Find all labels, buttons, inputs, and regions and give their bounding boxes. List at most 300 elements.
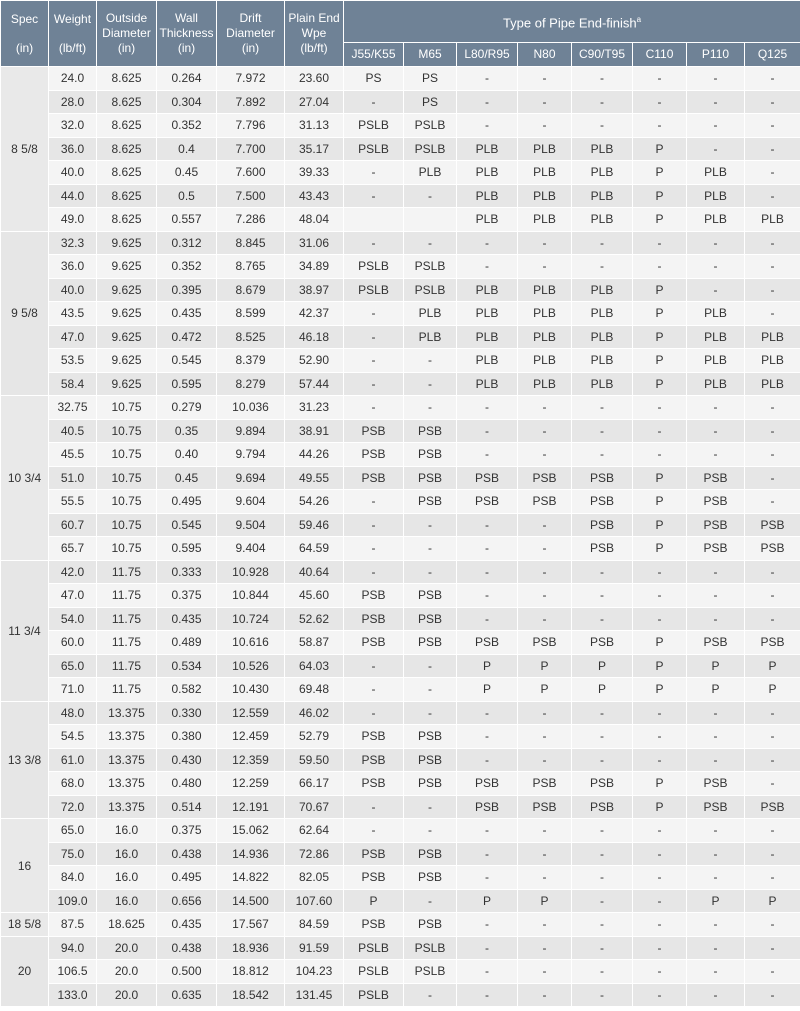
weight-cell: 68.0 bbox=[49, 772, 97, 796]
end-finish-cell: PSB bbox=[404, 842, 457, 866]
od-cell: 9.625 bbox=[97, 372, 157, 396]
end-finish-cell: PSLB bbox=[344, 255, 404, 279]
table-row bbox=[1, 137, 800, 161]
grade-header: Q125 bbox=[745, 43, 800, 67]
end-finish-cell: PSB bbox=[745, 537, 800, 561]
end-finish-cell: PSB bbox=[344, 631, 404, 655]
end-finish-cell: - bbox=[633, 936, 687, 960]
end-finish-cell: PLB bbox=[518, 372, 572, 396]
wpe-cell: 44.26 bbox=[285, 443, 344, 467]
end-finish-cell: PSB bbox=[344, 913, 404, 937]
wall-cell: 0.495 bbox=[157, 866, 217, 890]
weight-cell: 71.0 bbox=[49, 678, 97, 702]
wall-cell: 0.534 bbox=[157, 654, 217, 678]
end-finish-cell: - bbox=[404, 396, 457, 420]
end-finish-cell: PLB bbox=[687, 349, 745, 373]
od-cell: 16.0 bbox=[97, 842, 157, 866]
end-finish-cell: PSB bbox=[457, 466, 518, 490]
wpe-cell: 57.44 bbox=[285, 372, 344, 396]
weight-header bbox=[49, 1, 97, 67]
drift-cell: 17.567 bbox=[217, 913, 285, 937]
od-cell: 16.0 bbox=[97, 866, 157, 890]
end-finish-cell: - bbox=[518, 396, 572, 420]
end-finish-cell: - bbox=[344, 654, 404, 678]
end-finish-cell: - bbox=[687, 701, 745, 725]
wall-cell: 0.279 bbox=[157, 396, 217, 420]
end-finish-cell: PSB bbox=[572, 490, 633, 514]
drift-cell: 18.542 bbox=[217, 983, 285, 1007]
end-finish-cell: PLB bbox=[518, 208, 572, 232]
end-finish-cell: - bbox=[633, 725, 687, 749]
wall-cell: 0.380 bbox=[157, 725, 217, 749]
end-finish-cell: - bbox=[572, 443, 633, 467]
end-finish-cell: - bbox=[518, 607, 572, 631]
end-finish-cell: PSB bbox=[344, 772, 404, 796]
wall-cell: 0.595 bbox=[157, 372, 217, 396]
table-row bbox=[1, 795, 800, 819]
end-finish-cell: - bbox=[633, 419, 687, 443]
end-finish-cell: - bbox=[687, 748, 745, 772]
end-finish-cell: P bbox=[633, 208, 687, 232]
wpe-cell: 52.79 bbox=[285, 725, 344, 749]
end-finish-cell: - bbox=[572, 560, 633, 584]
wall-cell: 0.264 bbox=[157, 67, 217, 91]
end-finish-cell: PLB bbox=[518, 184, 572, 208]
end-finish-cell: PLB bbox=[745, 325, 800, 349]
end-finish-cell: - bbox=[745, 913, 800, 937]
wpe-cell: 40.64 bbox=[285, 560, 344, 584]
end-finish-cell: - bbox=[518, 90, 572, 114]
end-finish-cell: - bbox=[687, 584, 745, 608]
end-finish-cell: - bbox=[404, 654, 457, 678]
end-finish-cell: PLB bbox=[572, 302, 633, 326]
end-finish-cell: - bbox=[687, 231, 745, 255]
wall-cell: 0.514 bbox=[157, 795, 217, 819]
end-finish-cell: - bbox=[572, 607, 633, 631]
end-finish-cell: - bbox=[745, 443, 800, 467]
end-finish-cell: - bbox=[572, 842, 633, 866]
table-row bbox=[1, 325, 800, 349]
od-cell: 8.625 bbox=[97, 114, 157, 138]
wpe-cell: 69.48 bbox=[285, 678, 344, 702]
end-finish-cell: - bbox=[745, 466, 800, 490]
od-cell: 13.375 bbox=[97, 725, 157, 749]
end-finish-cell: - bbox=[457, 960, 518, 984]
weight-cell: 60.0 bbox=[49, 631, 97, 655]
wall-header-line1: Wall bbox=[175, 11, 198, 25]
end-finish-cell: - bbox=[344, 701, 404, 725]
end-finish-cell: - bbox=[572, 701, 633, 725]
weight-cell: 28.0 bbox=[49, 90, 97, 114]
end-finish-cell: PSLB bbox=[404, 114, 457, 138]
end-finish-cell: PSB bbox=[344, 419, 404, 443]
end-finish-cell: PLB bbox=[457, 302, 518, 326]
wpe-cell: 91.59 bbox=[285, 936, 344, 960]
table-row bbox=[1, 701, 800, 725]
wpe-header-line2: Wpe bbox=[301, 26, 327, 40]
end-finish-cell: PSLB bbox=[344, 137, 404, 161]
weight-cell: 60.7 bbox=[49, 513, 97, 537]
drift-cell: 14.822 bbox=[217, 866, 285, 890]
end-finish-cell: - bbox=[404, 819, 457, 843]
wpe-cell: 43.43 bbox=[285, 184, 344, 208]
wpe-cell: 84.59 bbox=[285, 913, 344, 937]
end-finish-cell: PSB bbox=[518, 631, 572, 655]
wall-cell: 0.500 bbox=[157, 960, 217, 984]
end-finish-cell: - bbox=[572, 419, 633, 443]
end-finish-cell: - bbox=[687, 819, 745, 843]
table-row bbox=[1, 936, 800, 960]
table-row bbox=[1, 372, 800, 396]
end-finish-cell: PLB bbox=[687, 325, 745, 349]
table-row bbox=[1, 161, 800, 185]
end-finish-cell: PSB bbox=[344, 607, 404, 631]
end-finish-cell: - bbox=[457, 725, 518, 749]
drift-cell: 10.724 bbox=[217, 607, 285, 631]
end-finish-cell: PSB bbox=[572, 795, 633, 819]
od-cell: 10.75 bbox=[97, 537, 157, 561]
end-finish-cell: PSB bbox=[572, 772, 633, 796]
end-finish-cell: PSLB bbox=[404, 936, 457, 960]
spec-cell: 18 5/8 bbox=[1, 913, 49, 937]
table-row bbox=[1, 443, 800, 467]
drift-cell: 12.259 bbox=[217, 772, 285, 796]
end-finish-cell: - bbox=[745, 936, 800, 960]
weight-cell: 109.0 bbox=[49, 889, 97, 913]
end-finish-cell: - bbox=[687, 866, 745, 890]
end-finish-cell: PLB bbox=[745, 349, 800, 373]
end-finish-cell: P bbox=[572, 654, 633, 678]
end-finish-cell: P bbox=[633, 466, 687, 490]
end-finish-cell: - bbox=[344, 537, 404, 561]
wpe-cell: 39.33 bbox=[285, 161, 344, 185]
drift-header-line2: Diameter bbox=[226, 26, 275, 40]
drift-cell: 8.525 bbox=[217, 325, 285, 349]
end-finish-cell: - bbox=[687, 913, 745, 937]
drift-cell: 9.794 bbox=[217, 443, 285, 467]
spec-header-unit: (in) bbox=[15, 40, 34, 55]
end-finish-cell: - bbox=[572, 983, 633, 1007]
wall-cell: 0.352 bbox=[157, 255, 217, 279]
end-finish-cell: - bbox=[344, 795, 404, 819]
od-cell: 8.625 bbox=[97, 137, 157, 161]
table-row bbox=[1, 278, 800, 302]
drift-cell: 10.928 bbox=[217, 560, 285, 584]
table-row bbox=[1, 889, 800, 913]
wpe-cell: 46.18 bbox=[285, 325, 344, 349]
wall-cell: 0.5 bbox=[157, 184, 217, 208]
plain-end-weight-header bbox=[285, 1, 344, 67]
spec-cell: 16 bbox=[1, 819, 49, 913]
end-finish-cell: - bbox=[344, 90, 404, 114]
end-finish-cell: - bbox=[633, 560, 687, 584]
end-finish-cell: - bbox=[687, 255, 745, 279]
od-cell: 9.625 bbox=[97, 278, 157, 302]
end-finish-cell: - bbox=[404, 701, 457, 725]
end-finish-cell: - bbox=[344, 678, 404, 702]
end-finish-cell: - bbox=[572, 936, 633, 960]
od-cell: 10.75 bbox=[97, 419, 157, 443]
end-finish-cell: - bbox=[457, 748, 518, 772]
end-finish-cell: PSB bbox=[404, 607, 457, 631]
end-finish-cell: - bbox=[745, 560, 800, 584]
end-finish-cell: P bbox=[344, 889, 404, 913]
end-finish-cell: - bbox=[745, 137, 800, 161]
end-finish-footnote-mark: a bbox=[636, 15, 642, 25]
end-finish-cell: - bbox=[572, 231, 633, 255]
end-finish-cell: PSB bbox=[404, 748, 457, 772]
end-finish-cell: PSB bbox=[687, 466, 745, 490]
weight-cell: 65.7 bbox=[49, 537, 97, 561]
weight-cell: 40.0 bbox=[49, 161, 97, 185]
weight-cell: 40.0 bbox=[49, 278, 97, 302]
end-finish-cell: - bbox=[687, 983, 745, 1007]
end-finish-cell: - bbox=[572, 819, 633, 843]
drift-cell: 14.500 bbox=[217, 889, 285, 913]
end-finish-cell: PSB bbox=[404, 725, 457, 749]
end-finish-cell: PSB bbox=[344, 725, 404, 749]
end-finish-cell: - bbox=[457, 231, 518, 255]
wall-cell: 0.40 bbox=[157, 443, 217, 467]
drift-header-unit: (in) bbox=[241, 41, 260, 55]
od-header-line2: Diameter bbox=[102, 26, 151, 40]
od-cell: 10.75 bbox=[97, 490, 157, 514]
wpe-cell: 104.23 bbox=[285, 960, 344, 984]
table-body bbox=[1, 67, 800, 1007]
od-cell: 8.625 bbox=[97, 208, 157, 232]
table-row bbox=[1, 490, 800, 514]
wpe-cell: 52.62 bbox=[285, 607, 344, 631]
end-finish-cell: PLB bbox=[687, 161, 745, 185]
spec-cell: 10 3/4 bbox=[1, 396, 49, 561]
end-finish-cell: - bbox=[745, 490, 800, 514]
end-finish-cell: PSB bbox=[745, 513, 800, 537]
weight-cell: 36.0 bbox=[49, 137, 97, 161]
drift-cell: 7.700 bbox=[217, 137, 285, 161]
end-finish-cell: - bbox=[687, 443, 745, 467]
end-finish-cell: P bbox=[518, 678, 572, 702]
od-cell: 11.75 bbox=[97, 654, 157, 678]
end-finish-cell: - bbox=[572, 725, 633, 749]
end-finish-cell: PSLB bbox=[344, 114, 404, 138]
weight-cell: 58.4 bbox=[49, 372, 97, 396]
drift-cell: 8.379 bbox=[217, 349, 285, 373]
table-row bbox=[1, 725, 800, 749]
end-finish-cell: - bbox=[518, 819, 572, 843]
end-finish-cell: - bbox=[518, 255, 572, 279]
end-finish-cell: P bbox=[633, 137, 687, 161]
wpe-cell: 70.67 bbox=[285, 795, 344, 819]
wall-cell: 0.35 bbox=[157, 419, 217, 443]
end-finish-cell: - bbox=[457, 443, 518, 467]
end-finish-cell: - bbox=[457, 866, 518, 890]
end-finish-cell: PLB bbox=[687, 302, 745, 326]
end-finish-cell: - bbox=[518, 537, 572, 561]
end-finish-cell: - bbox=[518, 419, 572, 443]
end-finish-cell: - bbox=[687, 278, 745, 302]
end-finish-cell: P bbox=[687, 654, 745, 678]
end-finish-cell: - bbox=[745, 842, 800, 866]
drift-cell: 10.616 bbox=[217, 631, 285, 655]
end-finish-cell: P bbox=[633, 490, 687, 514]
od-cell: 13.375 bbox=[97, 795, 157, 819]
wall-cell: 0.333 bbox=[157, 560, 217, 584]
drift-cell: 14.936 bbox=[217, 842, 285, 866]
end-finish-cell: P bbox=[633, 795, 687, 819]
table-row bbox=[1, 90, 800, 114]
end-finish-cell: - bbox=[344, 161, 404, 185]
wpe-cell: 58.87 bbox=[285, 631, 344, 655]
end-finish-cell: PS bbox=[404, 67, 457, 91]
wall-cell: 0.435 bbox=[157, 913, 217, 937]
end-finish-cell: PSB bbox=[404, 584, 457, 608]
drift-cell: 8.845 bbox=[217, 231, 285, 255]
table-row bbox=[1, 184, 800, 208]
end-finish-cell: - bbox=[344, 396, 404, 420]
end-finish-cell: - bbox=[572, 889, 633, 913]
end-finish-cell: - bbox=[745, 725, 800, 749]
wpe-cell: 45.60 bbox=[285, 584, 344, 608]
end-finish-cell: - bbox=[344, 302, 404, 326]
wpe-cell: 38.97 bbox=[285, 278, 344, 302]
wpe-cell: 31.23 bbox=[285, 396, 344, 420]
drift-header-line1: Drift bbox=[239, 11, 262, 25]
end-finish-cell: PSB bbox=[344, 584, 404, 608]
drift-cell: 10.844 bbox=[217, 584, 285, 608]
grade-header: N80 bbox=[518, 43, 572, 67]
table-row bbox=[1, 913, 800, 937]
wall-thickness-header bbox=[157, 1, 217, 67]
table-row bbox=[1, 772, 800, 796]
od-cell: 11.75 bbox=[97, 607, 157, 631]
end-finish-cell: - bbox=[404, 795, 457, 819]
end-finish-cell: - bbox=[687, 67, 745, 91]
end-finish-cell: PSB bbox=[687, 490, 745, 514]
weight-cell: 42.0 bbox=[49, 560, 97, 584]
end-finish-cell: PSB bbox=[404, 419, 457, 443]
od-cell: 13.375 bbox=[97, 772, 157, 796]
end-finish-cell: - bbox=[633, 231, 687, 255]
end-finish-cell: PSB bbox=[687, 537, 745, 561]
weight-cell: 51.0 bbox=[49, 466, 97, 490]
end-finish-cell: - bbox=[687, 396, 745, 420]
end-finish-cell: PLB bbox=[404, 302, 457, 326]
od-cell: 10.75 bbox=[97, 513, 157, 537]
end-finish-cell: - bbox=[687, 419, 745, 443]
end-finish-cell: PSB bbox=[572, 466, 633, 490]
end-finish-cell: PLB bbox=[572, 208, 633, 232]
end-finish-cell: - bbox=[745, 701, 800, 725]
wpe-cell: 52.90 bbox=[285, 349, 344, 373]
end-finish-cell: PSB bbox=[344, 842, 404, 866]
wpe-cell: 49.55 bbox=[285, 466, 344, 490]
weight-cell: 133.0 bbox=[49, 983, 97, 1007]
wall-cell: 0.438 bbox=[157, 936, 217, 960]
drift-cell: 10.430 bbox=[217, 678, 285, 702]
end-finish-cell: P bbox=[633, 654, 687, 678]
wpe-cell: 35.17 bbox=[285, 137, 344, 161]
end-finish-cell: PLB bbox=[457, 325, 518, 349]
end-finish-cell: PLB bbox=[404, 161, 457, 185]
weight-cell: 54.0 bbox=[49, 607, 97, 631]
end-finish-cell: - bbox=[745, 278, 800, 302]
end-finish-cell: - bbox=[572, 748, 633, 772]
table-row bbox=[1, 349, 800, 373]
wpe-cell: 27.04 bbox=[285, 90, 344, 114]
od-cell: 16.0 bbox=[97, 889, 157, 913]
wall-cell: 0.438 bbox=[157, 842, 217, 866]
end-finish-cell: P bbox=[518, 654, 572, 678]
end-finish-cell: P bbox=[572, 678, 633, 702]
end-finish-cell: - bbox=[457, 584, 518, 608]
weight-cell: 36.0 bbox=[49, 255, 97, 279]
end-finish-cell: - bbox=[572, 396, 633, 420]
end-finish-cell: - bbox=[687, 90, 745, 114]
od-cell: 8.625 bbox=[97, 90, 157, 114]
end-finish-cell: - bbox=[457, 819, 518, 843]
end-finish-cell: PLB bbox=[457, 137, 518, 161]
end-finish-cell: - bbox=[745, 607, 800, 631]
end-finish-cell: - bbox=[633, 396, 687, 420]
end-finish-cell: - bbox=[518, 725, 572, 749]
spec-cell: 20 bbox=[1, 936, 49, 1007]
od-cell: 8.625 bbox=[97, 67, 157, 91]
end-finish-cell: PSB bbox=[457, 772, 518, 796]
end-finish-cell: PLB bbox=[518, 278, 572, 302]
drift-cell: 12.191 bbox=[217, 795, 285, 819]
wall-cell: 0.480 bbox=[157, 772, 217, 796]
table-row bbox=[1, 607, 800, 631]
end-finish-cell: P bbox=[745, 889, 800, 913]
end-finish-cell: P bbox=[633, 302, 687, 326]
end-finish-cell: PSB bbox=[457, 490, 518, 514]
end-finish-cell: PSB bbox=[344, 443, 404, 467]
end-finish-cell: P bbox=[745, 654, 800, 678]
wpe-cell: 64.59 bbox=[285, 537, 344, 561]
end-finish-cell: P bbox=[633, 161, 687, 185]
spec-cell: 13 3/8 bbox=[1, 701, 49, 819]
end-finish-cell: - bbox=[518, 701, 572, 725]
od-cell: 11.75 bbox=[97, 678, 157, 702]
table-row bbox=[1, 419, 800, 443]
end-finish-cell: PLB bbox=[745, 208, 800, 232]
end-finish-cell: - bbox=[633, 748, 687, 772]
end-finish-cell: - bbox=[745, 231, 800, 255]
end-finish-cell: - bbox=[457, 560, 518, 584]
weight-cell: 40.5 bbox=[49, 419, 97, 443]
end-finish-cell: - bbox=[745, 819, 800, 843]
wpe-cell: 59.46 bbox=[285, 513, 344, 537]
wall-cell: 0.45 bbox=[157, 466, 217, 490]
end-finish-cell: PLB bbox=[572, 349, 633, 373]
table-row bbox=[1, 748, 800, 772]
drift-cell: 9.894 bbox=[217, 419, 285, 443]
end-finish-cell: - bbox=[687, 560, 745, 584]
grade-header: C90/T95 bbox=[572, 43, 633, 67]
wpe-cell: 46.02 bbox=[285, 701, 344, 725]
end-finish-cell: P bbox=[633, 537, 687, 561]
wall-cell: 0.557 bbox=[157, 208, 217, 232]
end-finish-cell: PSB bbox=[518, 795, 572, 819]
wpe-cell: 38.91 bbox=[285, 419, 344, 443]
drift-cell: 12.559 bbox=[217, 701, 285, 725]
wall-cell: 0.582 bbox=[157, 678, 217, 702]
grade-header: C110 bbox=[633, 43, 687, 67]
table-row bbox=[1, 114, 800, 138]
weight-cell: 87.5 bbox=[49, 913, 97, 937]
wall-cell: 0.375 bbox=[157, 584, 217, 608]
drift-cell: 12.359 bbox=[217, 748, 285, 772]
